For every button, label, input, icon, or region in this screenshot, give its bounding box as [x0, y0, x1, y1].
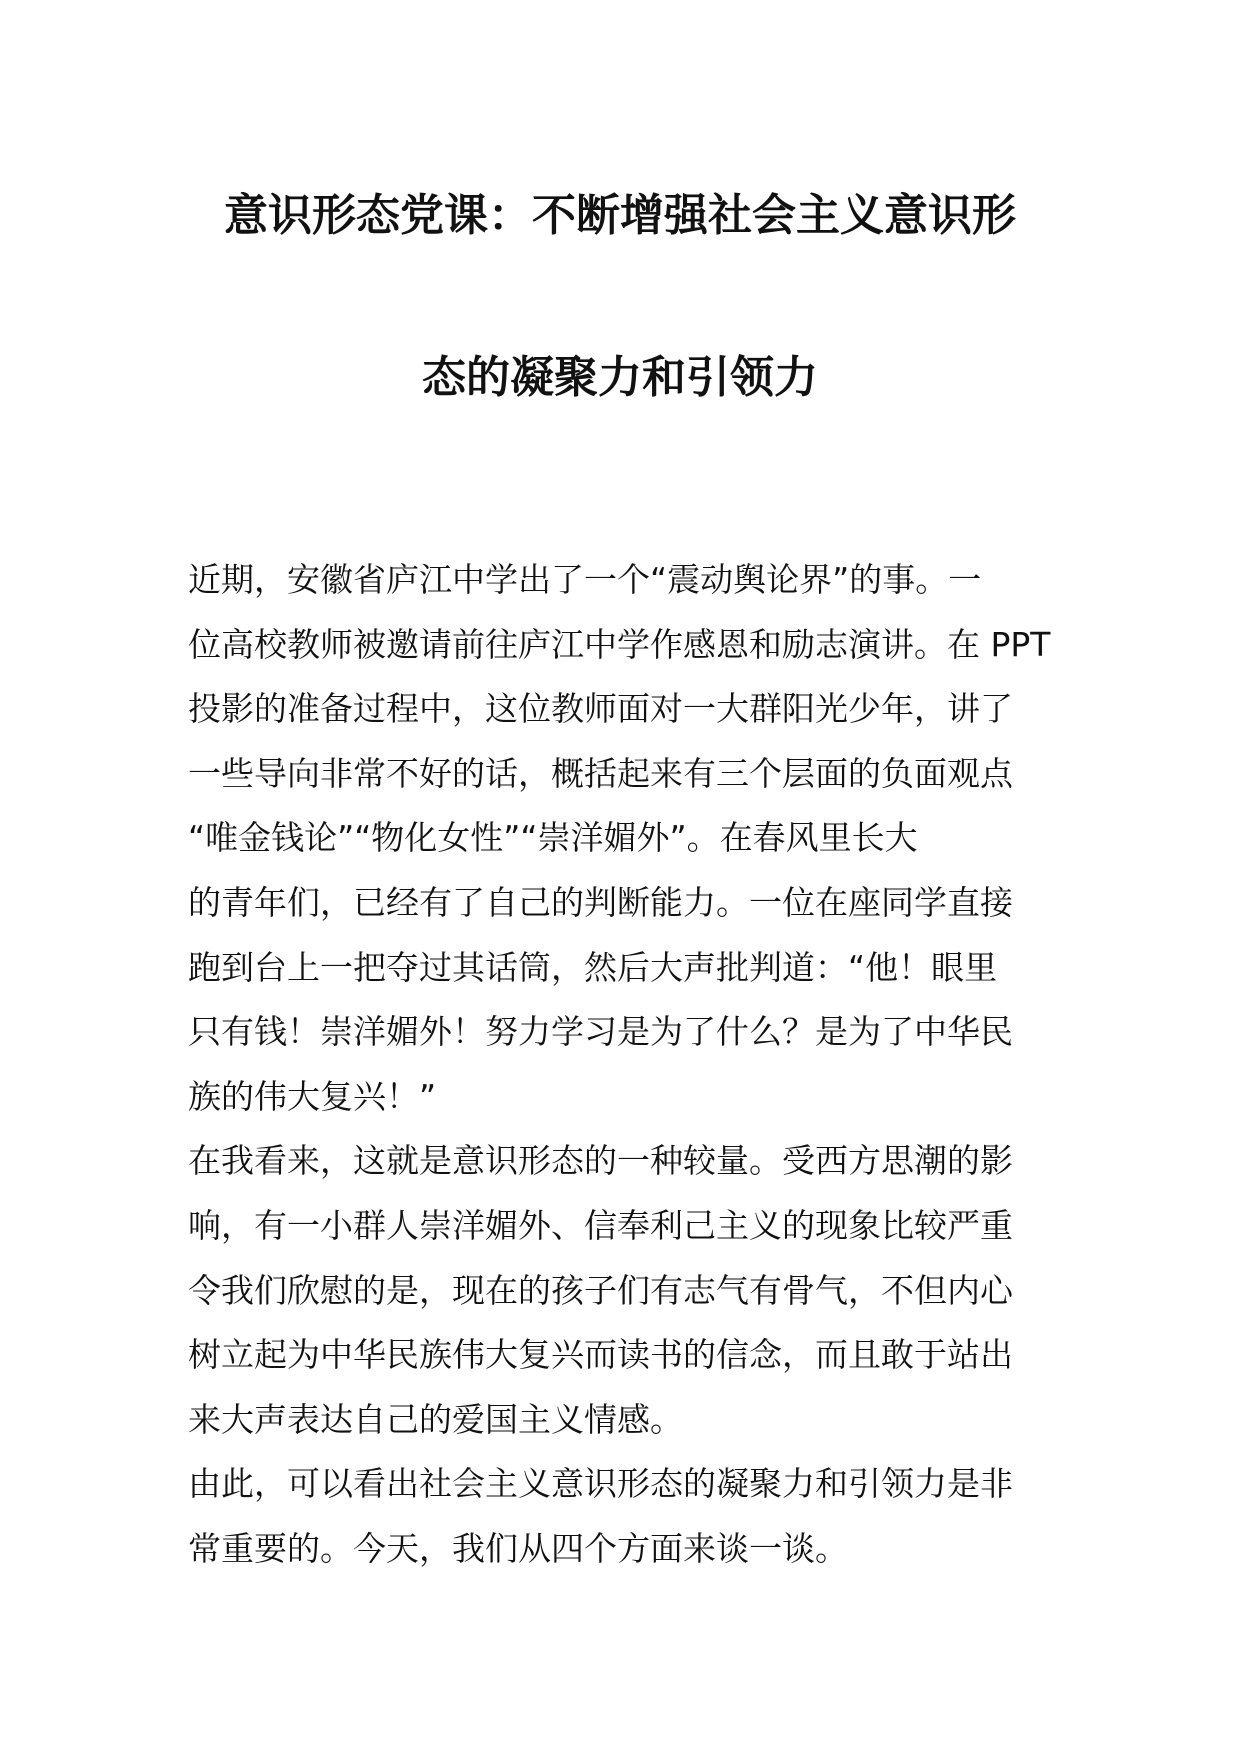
body-line: 树立起为中华民族伟大复兴而读书的信念，而且敢于站出: [188, 1335, 1013, 1375]
body-line: 由此，可以看出社会主义意识形态的凝聚力和引领力是非: [188, 1464, 1013, 1504]
body-line: 在我看来，这就是意识形态的一种较量。受西方思潮的影: [188, 1141, 1013, 1181]
document-body: [188, 548, 1068, 1582]
body-line: 一些导向非常不好的话，概括起来有三个层面的负面观点: [188, 753, 1013, 793]
body-line: 令我们欣慰的是，现在的孩子们有志气有骨气，不但内心: [188, 1270, 1013, 1310]
body-line: 近期，安徽省庐江中学出了一个“震动舆论界”的事。一: [188, 560, 982, 599]
body-line: 跑到台上一把夺过其话筒，然后大声批判道：“他！眼里: [188, 947, 998, 987]
body-line: 常重要的。今天，我们从四个方面来谈一谈。: [188, 1528, 848, 1568]
body-line: 响，有一小群人崇洋媚外、信奉利己主义的现象比较严重: [188, 1205, 1013, 1245]
body-line: 位高校教师被邀请前往庐江中学作感恩和励志演讲。在 PPT: [188, 624, 1051, 664]
body-line: 族的伟大复兴！”: [188, 1076, 437, 1116]
title-line: 意识形态党课：不断增强社会主义意识形: [224, 190, 1016, 241]
body-line: 投影的准备过程中，这位教师面对一大群阳光少年，讲了: [188, 689, 1013, 729]
document-title: [150, 190, 1090, 404]
body-line: “唯金钱论”“物化女性”“崇洋媚外”。在春风里长大: [188, 818, 918, 858]
body-line: 来大声表达自己的爱国主义情感。: [188, 1399, 683, 1439]
body-line: 的青年们，已经有了自己的判断能力。一位在座同学直接: [188, 882, 1013, 922]
title-line: 态的凝聚力和引领力: [422, 352, 818, 403]
body-line: 只有钱！崇洋媚外！努力学习是为了什么？是为了中华民: [188, 1012, 1013, 1052]
